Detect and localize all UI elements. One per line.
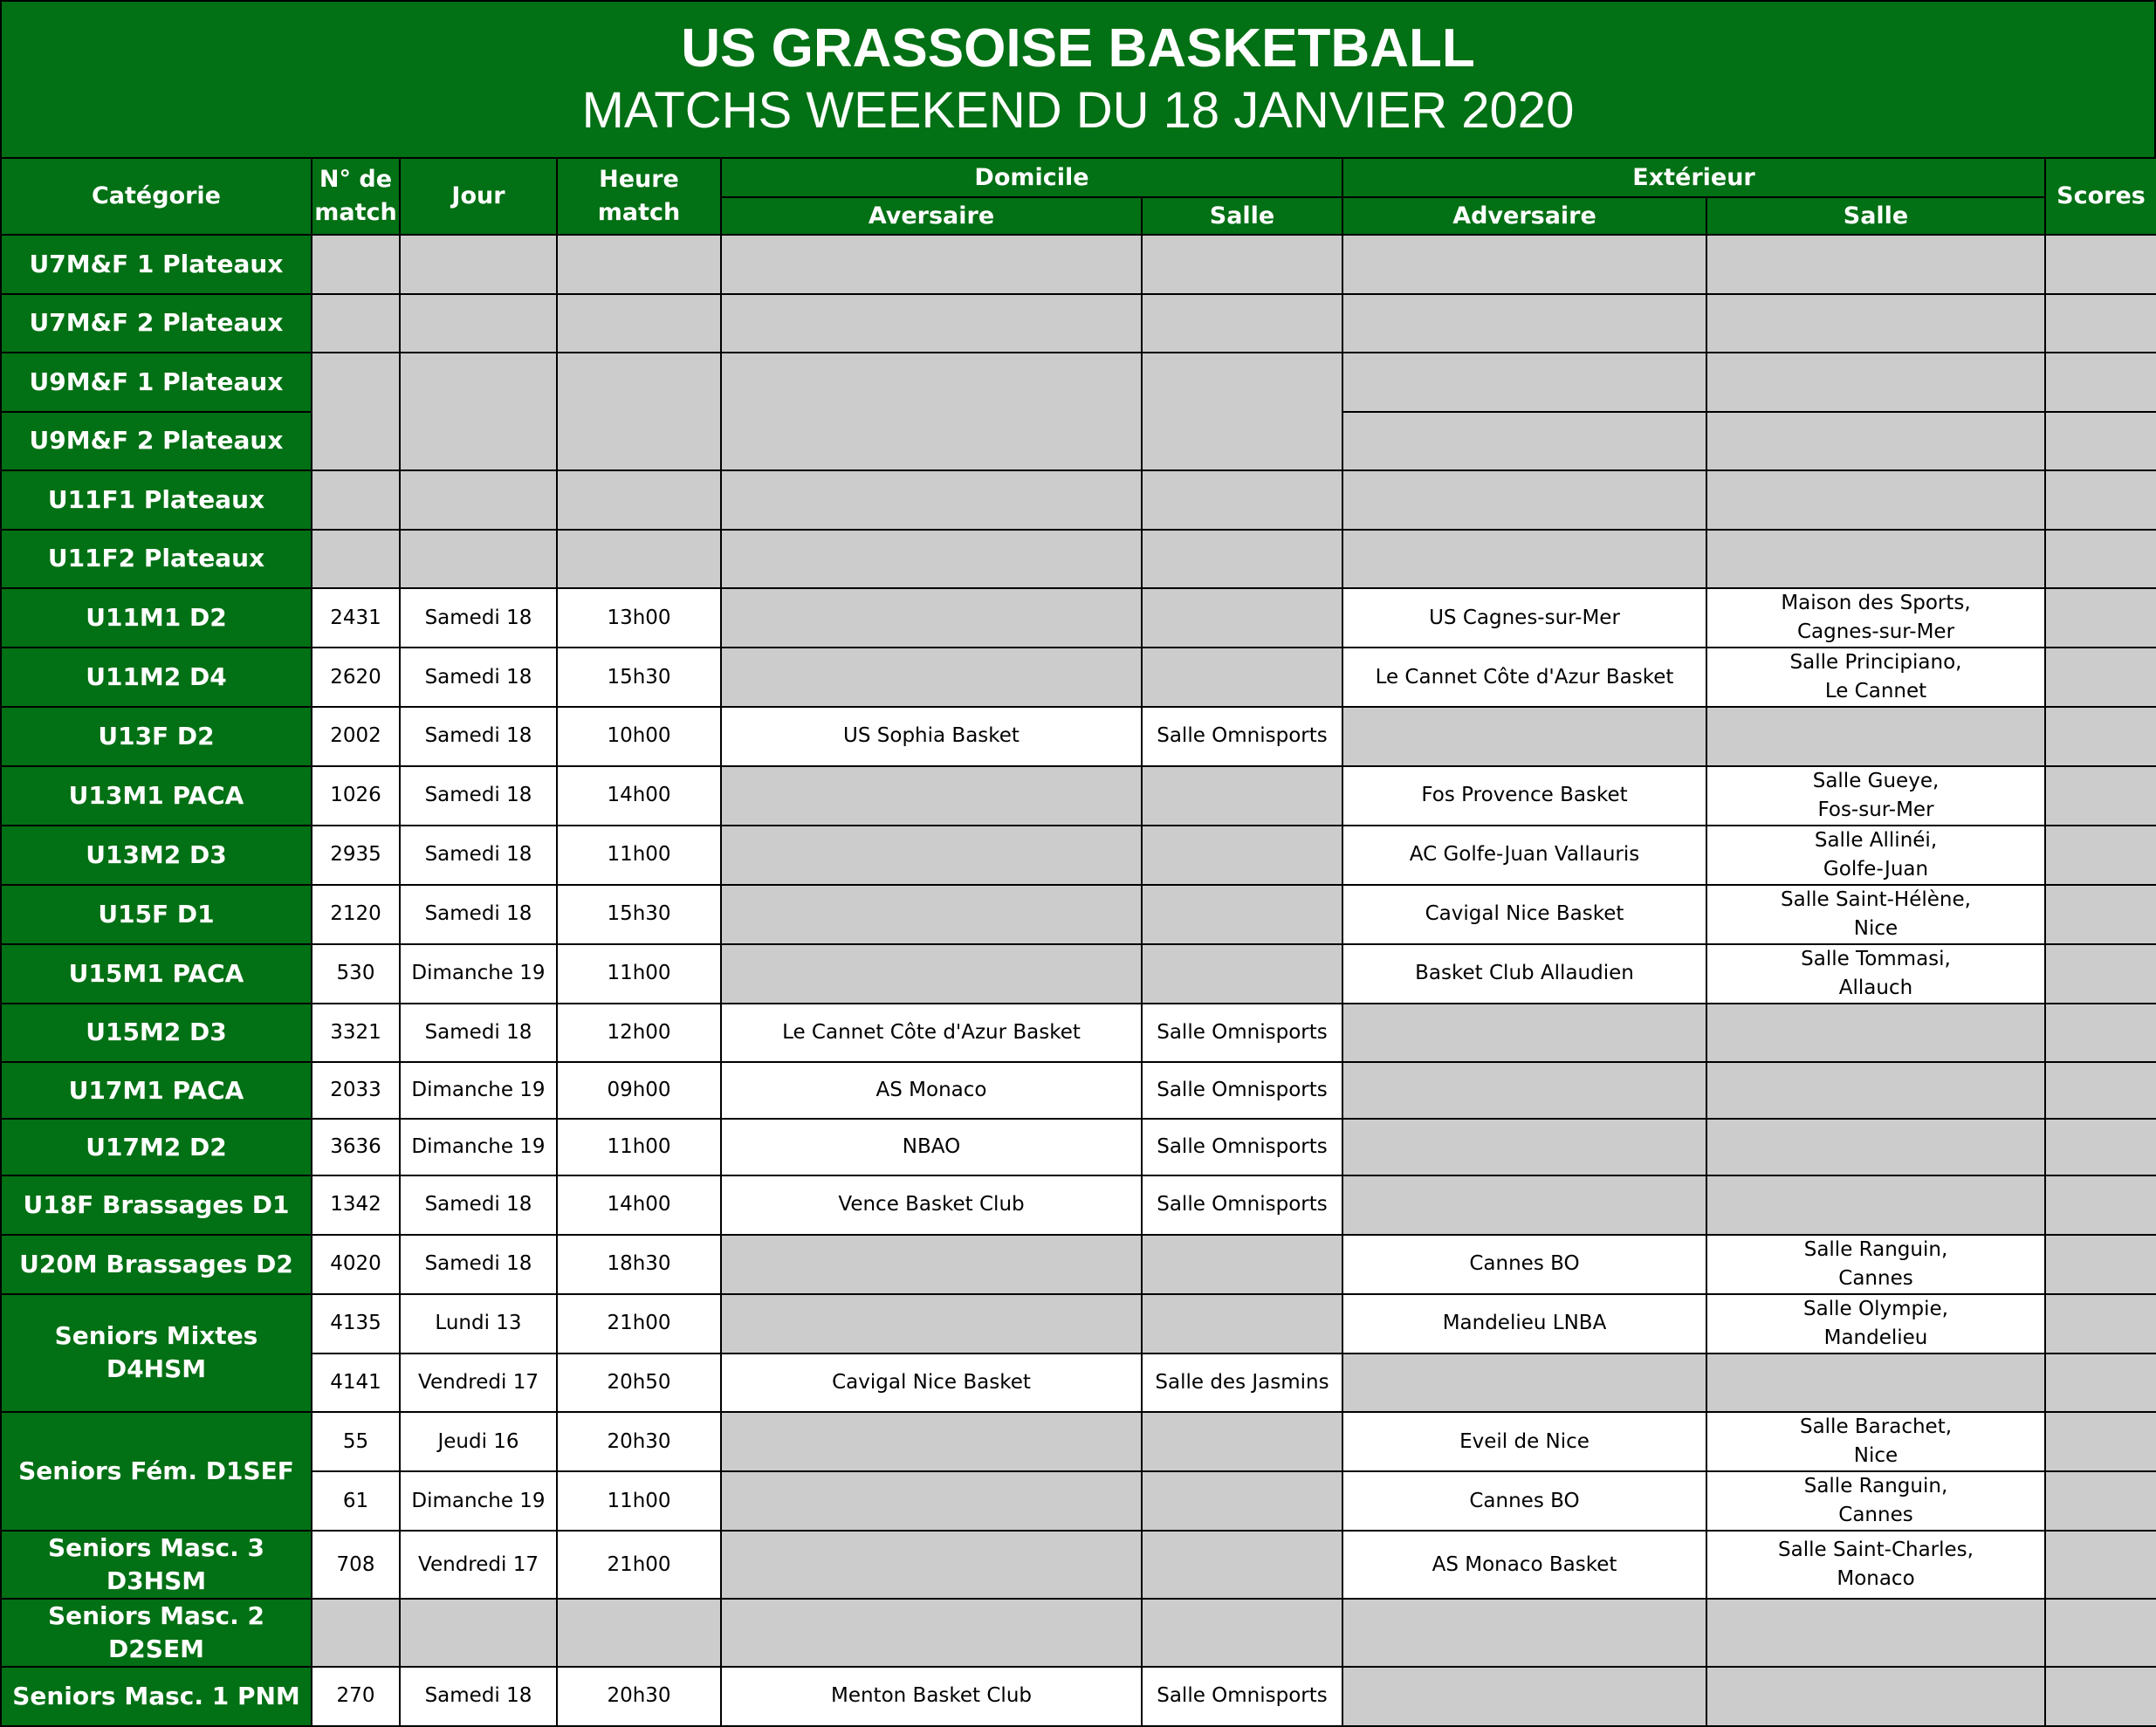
jour-cell: Samedi 18 [400,766,557,826]
heure-cell: 20h30 [557,1412,721,1471]
ext-adversaire-cell [1342,707,1706,766]
num-cell [312,1599,400,1667]
num-cell [312,530,400,589]
dom-adversaire-cell [721,353,1142,470]
dom-adversaire-cell [721,826,1142,885]
heure-cell: 09h00 [557,1062,721,1119]
header-row-1 [1,158,2156,197]
dom-salle-cell [1142,530,1342,589]
heure-cell: 15h30 [557,648,721,707]
ext-salle-cell [1706,412,2045,471]
num-cell [312,235,400,294]
table-row [1,294,2156,353]
num-cell: 2120 [312,885,400,944]
salle-line2: Cannes [1838,1504,1913,1526]
heure-cell: 21h00 [557,1294,721,1354]
category-cell: Seniors Fém. D1SEF [1,1412,312,1531]
jour-cell [400,353,557,470]
salle-line1: Salle Saint-Charles, [1778,1539,1974,1561]
category-cell: U17M2 D2 [1,1119,312,1175]
salle-line1: Salle Saint-Hélène, [1781,887,1971,911]
num-cell: 1026 [312,766,400,826]
ext-adversaire-cell [1342,1667,1706,1726]
header-dom-salle: Salle [1142,197,1342,235]
category-cell: U11M1 D2 [1,588,312,648]
table-row [1,1354,2156,1413]
score-cell [2045,1412,2156,1471]
score-cell [2045,294,2156,353]
num-cell: 2002 [312,707,400,766]
table-row [1,588,2156,648]
dom-salle-cell [1142,1471,1342,1531]
heure-cell: 13h00 [557,588,721,648]
header-ext-adversaire: Adversaire [1342,197,1706,235]
club-title: US GRASSOISE BASKETBALL [681,18,1475,79]
category-cell: Seniors Mixtes D4HSM [1,1294,312,1413]
num-cell: 4141 [312,1354,400,1413]
header-num-line1: N° de [319,166,393,193]
ext-salle-cell [1706,353,2045,412]
ext-salle-cell [1706,707,2045,766]
table-row [1,944,2156,1004]
jour-cell: Samedi 18 [400,707,557,766]
dom-salle-cell [1142,766,1342,826]
header-heure-line1: Heure [599,166,679,193]
heure-cell: 14h00 [557,766,721,826]
category-cell: U11F2 Plateaux [1,530,312,589]
salle-line1: Salle Ranguin, [1803,1237,1948,1261]
ext-salle-cell [1706,885,2045,944]
ext-salle-cell [1706,1354,2045,1413]
dom-salle-cell [1142,353,1342,470]
ext-adversaire-cell [1342,470,1706,530]
jour-cell: Samedi 18 [400,826,557,885]
ext-adversaire-cell [1342,1354,1706,1413]
num-cell [312,470,400,530]
jour-cell: Dimanche 19 [400,1119,557,1175]
jour-cell: Samedi 18 [400,1004,557,1063]
heure-cell [557,530,721,589]
ext-salle-cell [1706,1119,2045,1175]
num-cell: 3321 [312,1004,400,1063]
num-cell: 708 [312,1531,400,1599]
salle-line1: Salle Ranguin, [1803,1475,1948,1497]
jour-cell: Dimanche 19 [400,1471,557,1531]
ext-salle-cell [1706,1235,2045,1294]
score-cell [2045,530,2156,589]
score-cell [2045,588,2156,648]
ext-adversaire-cell: Cannes BO [1342,1471,1706,1531]
heure-cell: 11h00 [557,1471,721,1531]
ext-adversaire-cell [1342,1599,1706,1667]
num-cell: 1342 [312,1175,400,1235]
header-num-match [312,158,400,235]
dom-salle-cell [1142,944,1342,1004]
ext-adversaire-cell: Le Cannet Côte d'Azur Basket [1342,648,1706,707]
salle-line2: Mandelieu [1823,1326,1928,1349]
table-row [1,707,2156,766]
dom-salle-cell [1142,588,1342,648]
table-row [1,826,2156,885]
salle-line2: Cagnes-sur-Mer [1796,620,1955,643]
dom-adversaire-cell [721,1471,1142,1531]
header-jour: Jour [400,158,557,235]
ext-adversaire-cell [1342,235,1706,294]
salle-line2: Nice [1853,916,1899,940]
dom-adversaire-cell [721,1599,1142,1667]
heure-cell [557,470,721,530]
ext-salle-cell [1706,1471,2045,1531]
title-banner [0,0,2156,157]
jour-cell: Samedi 18 [400,588,557,648]
ext-salle-cell [1706,235,2045,294]
salle-line1: Salle Gueye, [1812,769,1940,792]
dom-salle-cell: Salle Omnisports [1142,1119,1342,1175]
ext-adversaire-cell: Mandelieu LNBA [1342,1294,1706,1354]
ext-adversaire-cell [1342,294,1706,353]
num-cell [312,353,400,470]
ext-salle-cell [1706,944,2045,1004]
salle-line2: Le Cannet [1824,680,1927,702]
heure-cell: 14h00 [557,1175,721,1235]
salle-line1: Salle Barachet, [1799,1415,1953,1438]
dom-salle-cell [1142,294,1342,353]
table-row [1,235,2156,294]
num-cell: 3636 [312,1119,400,1175]
jour-cell: Lundi 13 [400,1294,557,1354]
salle-line2: Monaco [1837,1567,1915,1590]
ext-adversaire-cell: US Cagnes-sur-Mer [1342,588,1706,648]
ext-adversaire-cell [1342,353,1706,412]
ext-adversaire-cell [1342,1175,1706,1235]
dom-salle-cell [1142,235,1342,294]
ext-adversaire-cell [1342,530,1706,589]
table-row [1,353,2156,412]
heure-cell [557,353,721,470]
jour-cell [400,470,557,530]
ext-salle-cell [1706,1599,2045,1667]
dom-salle-cell [1142,1531,1342,1599]
dom-salle-cell: Salle Omnisports [1142,1062,1342,1119]
dom-salle-cell: Salle Omnisports [1142,1004,1342,1063]
dom-adversaire-cell [721,1235,1142,1294]
dom-adversaire-cell [721,766,1142,826]
category-cell: U15F D1 [1,885,312,944]
jour-cell: Dimanche 19 [400,944,557,1004]
dom-salle-cell [1142,1235,1342,1294]
heure-cell [557,294,721,353]
category-cell: U7M&F 1 Plateaux [1,235,312,294]
jour-cell: Dimanche 19 [400,1062,557,1119]
table-row [1,530,2156,589]
num-cell: 4020 [312,1235,400,1294]
dom-adversaire-cell [721,530,1142,589]
heure-cell [557,235,721,294]
score-cell [2045,1294,2156,1354]
jour-cell: Samedi 18 [400,1667,557,1726]
score-cell [2045,766,2156,826]
jour-cell: Samedi 18 [400,648,557,707]
salle-line1: Salle Principiano, [1789,651,1962,674]
category-cell: Seniors Masc. 2 D2SEM [1,1599,312,1667]
score-cell [2045,1004,2156,1063]
dom-salle-cell: Salle des Jasmins [1142,1354,1342,1413]
jour-cell: Samedi 18 [400,1235,557,1294]
salle-line2: Fos-sur-Mer [1817,798,1934,821]
num-cell: 2033 [312,1062,400,1119]
ext-adversaire-cell: AC Golfe-Juan Vallauris [1342,826,1706,885]
jour-cell: Vendredi 17 [400,1531,557,1599]
dom-salle-cell [1142,1412,1342,1471]
ext-salle-cell [1706,1294,2045,1354]
num-cell: 4135 [312,1294,400,1354]
num-cell: 2935 [312,826,400,885]
score-cell [2045,1175,2156,1235]
category-cell: U11M2 D4 [1,648,312,707]
table-row [1,1235,2156,1294]
category-cell: U7M&F 2 Plateaux [1,294,312,353]
jour-cell: Samedi 18 [400,885,557,944]
header-exterieur: Extérieur [1342,158,2045,197]
ext-adversaire-cell: Fos Provence Basket [1342,766,1706,826]
dom-adversaire-cell: US Sophia Basket [721,707,1142,766]
category-cell: U15M1 PACA [1,944,312,1004]
ext-salle-cell [1706,470,2045,530]
score-cell [2045,1235,2156,1294]
dom-salle-cell [1142,648,1342,707]
dom-adversaire-cell [721,294,1142,353]
salle-line2: Nice [1853,1444,1899,1467]
score-cell [2045,1531,2156,1599]
score-cell [2045,1599,2156,1667]
score-cell [2045,1119,2156,1175]
num-cell: 2431 [312,588,400,648]
heure-cell [557,1599,721,1667]
category-cell: U13M1 PACA [1,766,312,826]
dom-salle-cell [1142,885,1342,944]
ext-adversaire-cell [1342,1004,1706,1063]
heure-cell: 20h50 [557,1354,721,1413]
category-cell: U15M2 D3 [1,1004,312,1063]
ext-salle-cell [1706,826,2045,885]
ext-salle-cell [1706,1004,2045,1063]
jour-cell [400,1599,557,1667]
salle-line1: Salle Tommasi, [1801,947,1951,970]
dom-adversaire-cell [721,1531,1142,1599]
category-cell: U18F Brassages D1 [1,1175,312,1235]
score-cell [2045,1667,2156,1726]
ext-salle-cell [1706,1412,2045,1471]
jour-cell [400,235,557,294]
ext-salle-cell [1706,1175,2045,1235]
num-cell: 270 [312,1667,400,1726]
dom-adversaire-cell [721,235,1142,294]
dom-salle-cell [1142,1294,1342,1354]
ext-salle-cell [1706,530,2045,589]
ext-adversaire-cell: AS Monaco Basket [1342,1531,1706,1599]
ext-salle-cell [1706,588,2045,648]
score-cell [2045,470,2156,530]
heure-cell: 12h00 [557,1004,721,1063]
header-heure-line2: match [597,199,681,226]
score-cell [2045,1471,2156,1531]
header-ext-salle: Salle [1706,197,2045,235]
dom-adversaire-cell: Le Cannet Côte d'Azur Basket [721,1004,1142,1063]
ext-salle-cell [1706,1531,2045,1599]
dom-salle-cell: Salle Omnisports [1142,1175,1342,1235]
heure-cell: 21h00 [557,1531,721,1599]
category-cell: U9M&F 1 Plateaux [1,353,312,412]
dom-adversaire-cell [721,1294,1142,1354]
ext-adversaire-cell [1342,412,1706,471]
score-cell [2045,707,2156,766]
score-cell [2045,412,2156,471]
dom-salle-cell [1142,1599,1342,1667]
heure-cell: 11h00 [557,1119,721,1175]
score-cell [2045,353,2156,412]
table-row [1,766,2156,826]
ext-adversaire-cell: Basket Club Allaudien [1342,944,1706,1004]
category-cell: U17M1 PACA [1,1062,312,1119]
heure-cell: 11h00 [557,826,721,885]
num-cell: 55 [312,1412,400,1471]
jour-cell [400,294,557,353]
table-row [1,1119,2156,1175]
dom-adversaire-cell: Vence Basket Club [721,1175,1142,1235]
table-row [1,1599,2156,1667]
jour-cell: Jeudi 16 [400,1412,557,1471]
score-cell [2045,826,2156,885]
dom-adversaire-cell [721,944,1142,1004]
ext-adversaire-cell [1342,1119,1706,1175]
matches-table [0,157,2156,1727]
dom-salle-cell [1142,470,1342,530]
salle-line2: Allauch [1838,976,1913,999]
salle-line2: Golfe-Juan [1823,857,1929,881]
table-row [1,1062,2156,1119]
score-cell [2045,1062,2156,1119]
salle-line1: Salle Olympie, [1803,1297,1948,1320]
category-cell: Seniors Masc. 1 PNM [1,1667,312,1726]
dom-adversaire-cell [721,470,1142,530]
header-dom-adversaire: Aversaire [721,197,1142,235]
heure-cell: 20h30 [557,1667,721,1726]
ext-adversaire-cell: Eveil de Nice [1342,1412,1706,1471]
table-row [1,1531,2156,1599]
num-cell: 2620 [312,648,400,707]
dom-adversaire-cell: AS Monaco [721,1062,1142,1119]
category-cell: U11F1 Plateaux [1,470,312,530]
category-cell: U13F D2 [1,707,312,766]
category-cell: U9M&F 2 Plateaux [1,412,312,471]
dom-salle-cell: Salle Omnisports [1142,707,1342,766]
table-row [1,885,2156,944]
ext-adversaire-cell: Cannes BO [1342,1235,1706,1294]
ext-adversaire-cell [1342,1062,1706,1119]
heure-cell: 11h00 [557,944,721,1004]
jour-cell: Samedi 18 [400,1175,557,1235]
table-row [1,470,2156,530]
score-cell [2045,648,2156,707]
table-row [1,1294,2156,1354]
header-num-line2: match [314,199,397,226]
dom-adversaire-cell: Cavigal Nice Basket [721,1354,1142,1413]
category-cell: U13M2 D3 [1,826,312,885]
ext-salle-cell [1706,1062,2045,1119]
schedule-subtitle: MATCHS WEEKEND DU 18 JANVIER 2020 [581,82,1575,139]
dom-adversaire-cell [721,1412,1142,1471]
salle-line1: Maison des Sports, [1781,592,1971,614]
category-cell: Seniors Masc. 3 D3HSM [1,1531,312,1599]
header-scores: Scores [2045,158,2156,235]
ext-adversaire-cell: Cavigal Nice Basket [1342,885,1706,944]
score-cell [2045,944,2156,1004]
num-cell: 530 [312,944,400,1004]
heure-cell: 18h30 [557,1235,721,1294]
ext-salle-cell [1706,766,2045,826]
heure-cell: 15h30 [557,885,721,944]
table-row [1,1004,2156,1063]
dom-salle-cell: Salle Omnisports [1142,1667,1342,1726]
dom-adversaire-cell: NBAO [721,1119,1142,1175]
score-cell [2045,235,2156,294]
num-cell: 61 [312,1471,400,1531]
table-row [1,1412,2156,1471]
dom-adversaire-cell [721,588,1142,648]
score-cell [2045,885,2156,944]
ext-salle-cell [1706,294,2045,353]
table-row [1,1471,2156,1531]
header-domicile: Domicile [721,158,1342,197]
dom-adversaire-cell: Menton Basket Club [721,1667,1142,1726]
jour-cell [400,530,557,589]
header-categorie: Catégorie [1,158,312,235]
ext-salle-cell [1706,1667,2045,1726]
category-cell: U20M Brassages D2 [1,1235,312,1294]
header-heure [557,158,721,235]
dom-adversaire-cell [721,648,1142,707]
num-cell [312,294,400,353]
table-row [1,648,2156,707]
dom-salle-cell [1142,826,1342,885]
heure-cell: 10h00 [557,707,721,766]
salle-line2: Cannes [1838,1266,1913,1290]
dom-adversaire-cell [721,885,1142,944]
jour-cell: Vendredi 17 [400,1354,557,1413]
table-row [1,1667,2156,1726]
table-row [1,1175,2156,1235]
salle-line1: Salle Allinéi, [1814,828,1938,852]
ext-salle-cell [1706,648,2045,707]
score-cell [2045,1354,2156,1413]
